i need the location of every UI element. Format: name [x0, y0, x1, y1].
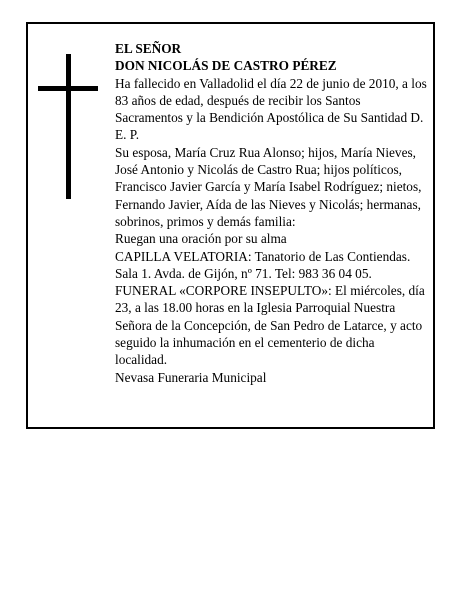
- funeral-info: FUNERAL «CORPORE INSEPULTO»: El miércoles, día 23, a las 18.00 horas en la Iglesia Parroquial Nuestra Señora de la Concepción, de San Pedro de Latarce, y acto seguido la inhumación en el cementerio de dicha localidad.: [115, 283, 425, 368]
- heading-title: EL SEÑOR: [115, 41, 182, 56]
- funeral-home: Nevasa Funeraria Municipal: [115, 369, 267, 385]
- obituary-notice: [26, 22, 435, 429]
- family-members: Su esposa, María Cruz Rua Alonso; hijos, María Nieves, José Antonio y Nicolás de Castro Rua; hijos políticos, Francisco Javier García y María Isabel Rodríguez; nietos, Fernando Javier, Aída de las Nieves y Nicolás; hermanas, sobrinos, primos y demás familia:: [115, 144, 422, 229]
- cross-icon: [38, 54, 98, 199]
- prayer-request: Ruegan una oración por su alma: [115, 231, 287, 247]
- chapel-info: CAPILLA VELATORIA: Tanatorio de Las Contiendas. Sala 1. Avda. de Gijón, nº 71. Tel: 983 36 04 05.: [115, 248, 411, 281]
- deceased-name: DON NICOLÁS DE CASTRO PÉREZ: [115, 58, 337, 74]
- death-announcement: Ha fallecido en Valladolid el día 22 de junio de 2010, a los 83 años de edad, después de recibir los Santos Sacramentos y la Bendición Apostólica de Su Santidad D. E. P.: [115, 75, 427, 143]
- cross-horizontal-bar: [38, 86, 98, 91]
- notice-text: [115, 40, 429, 386]
- cross-vertical-bar: [66, 54, 71, 199]
